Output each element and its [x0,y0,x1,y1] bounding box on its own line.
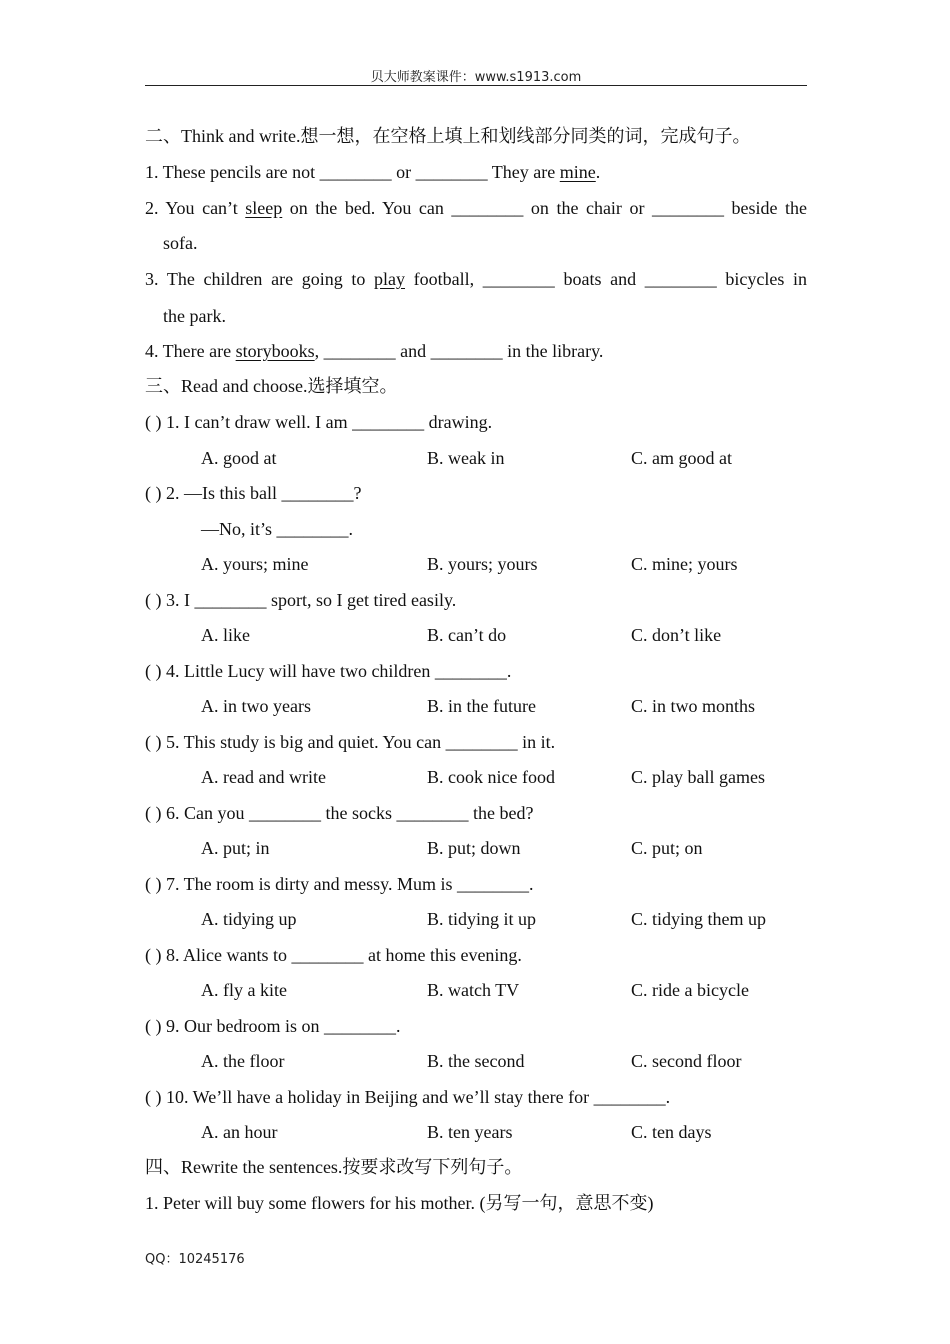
option-c: C. put; on [631,838,703,858]
option-a: A. yours; mine [201,554,309,574]
section2-title: 二、Think and write.想一想，在空格上填上和划线部分同类的词，完成句子。 [145,126,751,146]
header-rule [145,85,807,86]
mc-question-stem-reply: —No, it’s ________. [201,519,354,539]
option-b: B. can’t do [427,625,507,645]
option-a: A. read and write [201,767,326,787]
section2-q1 [145,160,600,184]
option-b: B. weak in [427,448,505,468]
option-c: C. mine; yours [631,554,738,574]
mc-question-stem: ( ) 4. Little Lucy will have two children ________. [145,661,512,681]
section4-title: 四、Rewrite the sentences.按要求改写下列句子。 [145,1157,523,1177]
q3-underlined-word: play [374,269,406,289]
option-a: A. an hour [201,1122,278,1142]
mc-question-stem: ( ) 8. Alice wants to ________ at home this evening. [145,945,522,965]
option-c: C. in two months [631,696,756,716]
option-c: C. play ball games [631,767,765,787]
mc-question-stem: ( ) 9. Our bedroom is on ________. [145,1016,401,1036]
q1-text-a: 1. These pencils are not ________ or ________ They are [145,162,560,182]
option-c: C. am good at [631,448,732,468]
q3-text-b: football, ________ boats and ________ bicycles in [405,269,808,289]
option-b: B. cook nice food [427,767,555,787]
section2-q2 [145,196,807,220]
option-a: A. good at [201,448,277,468]
option-a: A. tidying up [201,909,297,929]
q2-underlined-word: sleep [245,198,283,218]
q4-text-b: , ________ and ________ in the library. [314,341,604,361]
option-a: A. put; in [201,838,270,858]
option-a: A. fly a kite [201,980,287,1000]
section2-q2-continued: sofa. [163,233,198,253]
mc-question-stem: ( ) 3. I ________ sport, so I get tired easily. [145,590,457,610]
section2-q4 [145,339,603,363]
section2-q3 [145,267,807,291]
q2-text-b: on the bed. You can ________ on the chair or ________ beside the [282,198,807,218]
option-b: B. ten years [427,1122,513,1142]
option-a: A. like [201,625,250,645]
page-header: 贝大师教案课件：www.s1913.com [370,70,582,85]
mc-question-stem: ( ) 2. —Is this ball ________? [145,483,362,503]
section4-q1: 1. Peter will buy some flowers for his mother. (另写一句，意思不变) [145,1193,654,1213]
option-b: B. put; down [427,838,521,858]
option-b: B. watch TV [427,980,520,1000]
option-b: B. tidying it up [427,909,537,929]
q1-text-b: . [595,162,601,182]
page-footer: QQ：10245176 [145,1252,245,1267]
option-c: C. ride a bicycle [631,980,749,1000]
section2-q3-continued: the park. [163,306,226,326]
option-c: C. second floor [631,1051,742,1071]
option-a: A. in two years [201,696,311,716]
option-b: B. in the future [427,696,536,716]
option-a: A. the floor [201,1051,285,1071]
mc-question-stem: ( ) 6. Can you ________ the socks ________ the bed? [145,803,534,823]
mc-question-stem: ( ) 7. The room is dirty and messy. Mum is ________. [145,874,534,894]
q2-text-a: 2. You can’t [145,198,246,218]
mc-question-stem: ( ) 5. This study is big and quiet. You can ________ in it. [145,732,556,752]
mc-question-stem: ( ) 1. I can’t draw well. I am ________ drawing. [145,412,493,432]
option-c: C. don’t like [631,625,722,645]
q4-underlined-word: storybooks [235,341,315,361]
mc-question-stem: ( ) 10. We’ll have a holiday in Beijing and we’ll stay there for ________. [145,1087,671,1107]
q4-text-a: 4. There are [145,341,236,361]
option-c: C. tidying them up [631,909,766,929]
q3-text-a: 3. The children are going to [145,269,375,289]
option-b: B. yours; yours [427,554,538,574]
q1-underlined-word: mine [559,162,596,182]
option-c: C. ten days [631,1122,712,1142]
option-b: B. the second [427,1051,525,1071]
section3-title: 三、Read and choose.选择填空。 [145,376,398,396]
